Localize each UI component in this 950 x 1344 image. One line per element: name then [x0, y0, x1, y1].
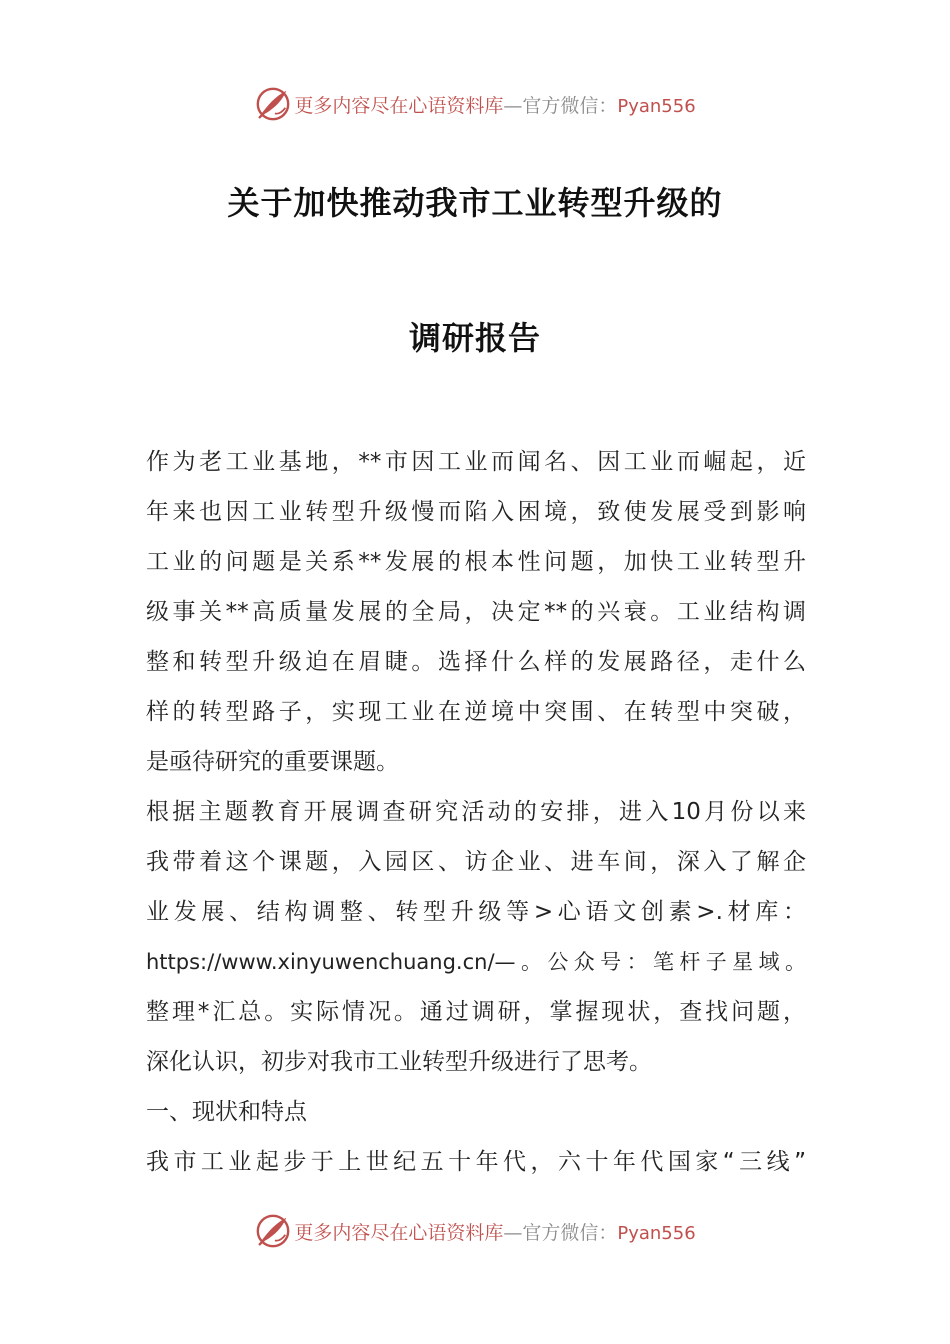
footer-dash: —: [503, 1221, 523, 1244]
body-line: 年来也因工业转型升级慢而陷入困境，致使发展受到影响: [146, 499, 806, 525]
header-brand: 更多内容尽在心语资料库: [294, 94, 504, 117]
quill-logo-icon: [254, 85, 292, 123]
body-line: 整理*汇总。实际情况。通过调研，掌握现状，查找问题，: [146, 999, 806, 1025]
body-line: 级事关**高质量发展的全局，决定**的兴衰。工业结构调: [146, 599, 806, 625]
body-line: 样的转型路子，实现工业在逆境中突围、在转型中突破，: [146, 699, 806, 725]
body-line: 业发展、结构调整、转型升级等>心语文创素>.材库：: [146, 899, 806, 925]
header-wechat-id: Pyan556: [617, 95, 696, 117]
footer-banner: [0, 1209, 950, 1253]
footer-wechat-id: Pyan556: [617, 1222, 696, 1244]
body-line: 深化认识，初步对我市工业转型升级进行了思考。: [146, 1049, 652, 1075]
section-heading: 一、现状和特点: [146, 1099, 307, 1125]
body-line: 是亟待研究的重要课题。: [146, 749, 399, 775]
body-line: 整和转型升级迫在眉睫。选择什么样的发展路径，走什么: [146, 649, 806, 675]
body-line: 我市工业起步于上世纪五十年代，六十年代国家“三线”: [146, 1149, 806, 1175]
body-line: 工业的问题是关系**发展的根本性问题，加快工业转型升: [146, 549, 806, 575]
body-line: 根据主题教育开展调查研究活动的安排，进入10月份以来: [146, 799, 806, 825]
footer-banner-text: [294, 1218, 695, 1245]
footer-brand: 更多内容尽在心语资料库: [294, 1221, 504, 1244]
header-wechat-label: 官方微信：: [522, 94, 618, 117]
body-line: 我带着这个课题，入园区、访企业、进车间，深入了解企: [146, 849, 806, 875]
document-body: [146, 437, 806, 1187]
header-banner-text: [294, 91, 695, 118]
body-line: https://www.xinyuwenchuang.cn/—。公众号：笔杆子星域。: [146, 950, 806, 974]
header-banner: [0, 82, 950, 126]
body-line: 作为老工业基地，**市因工业而闻名、因工业而崛起，近: [146, 449, 806, 475]
footer-wechat-label: 官方微信：: [522, 1221, 618, 1244]
document-title-line-2: 调研报告: [408, 319, 541, 357]
quill-logo-icon: [254, 1212, 292, 1250]
header-dash: —: [503, 94, 523, 117]
document-title-line-1: 关于加快推动我市工业转型升级的: [227, 184, 723, 222]
